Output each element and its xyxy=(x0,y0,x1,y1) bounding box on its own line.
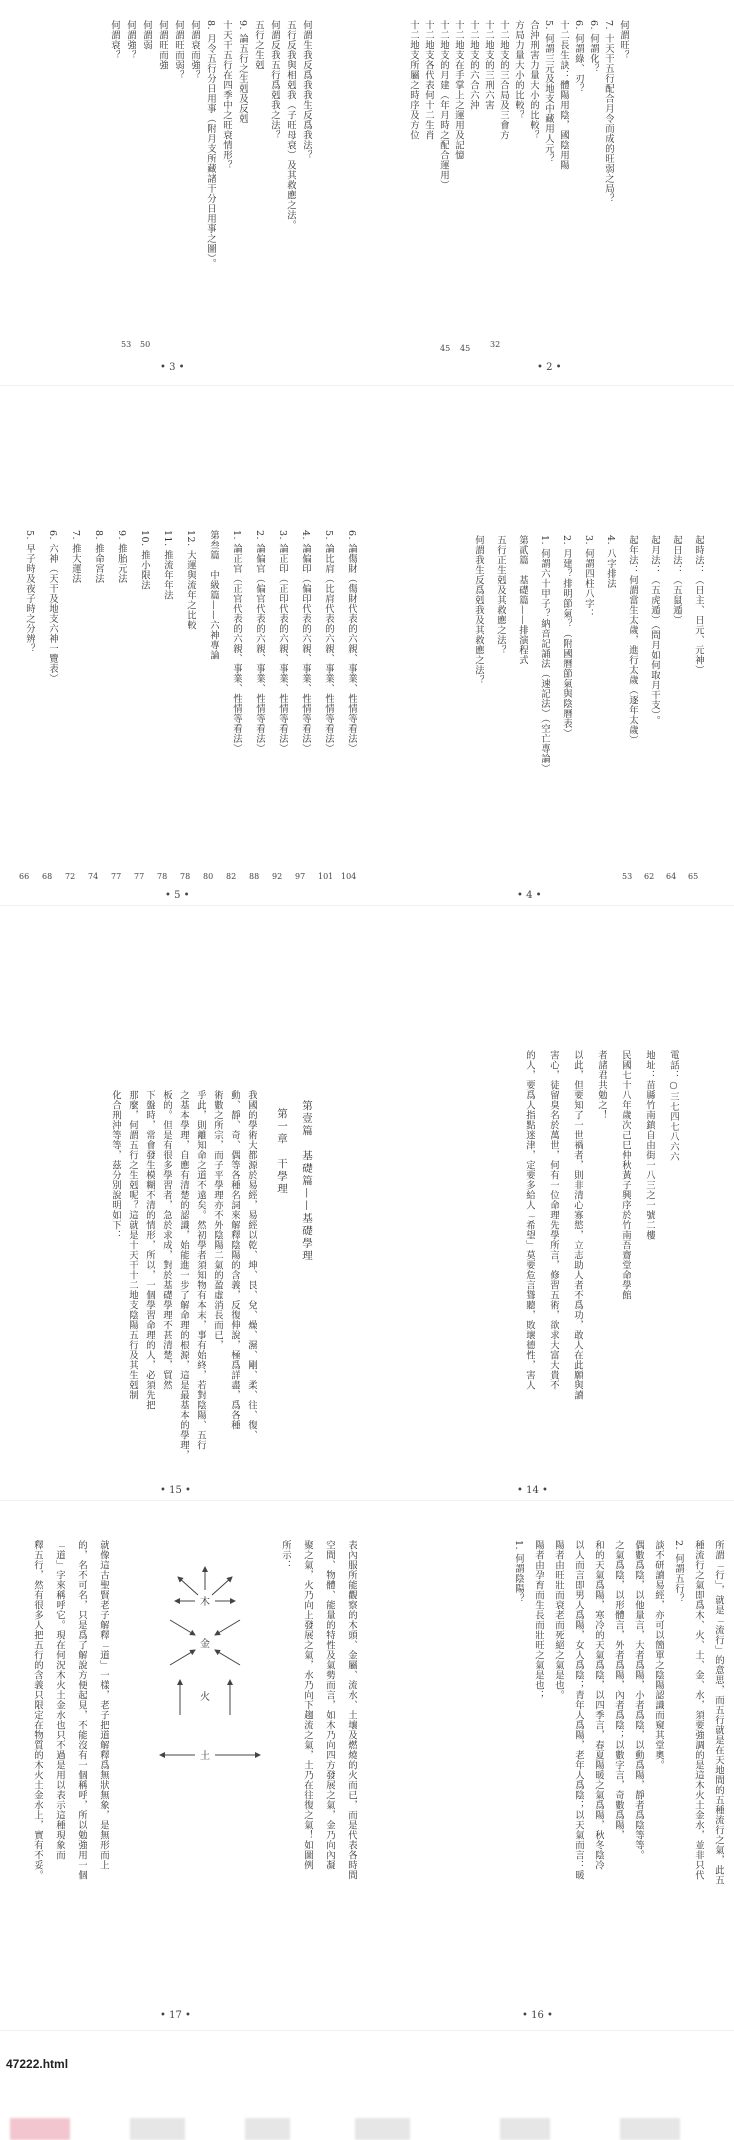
text-column: 下盤時，常會發生模糊不清的情形，所以，一個學習命理的人，必須先把 xyxy=(144,1090,155,1410)
text-column: 種流行之氣即爲木、火、土、金、水，須要強調的是這木火土金水，並非只代 xyxy=(693,1540,704,1880)
toc-page-number: 45 xyxy=(460,344,471,353)
text-column: 起月法：（五虎遁）（問月如何取月干支）。 xyxy=(649,535,660,726)
text-column: 何謂旺而弱？ xyxy=(173,20,184,80)
text-column: 12. 大運與流年之比較 xyxy=(185,530,196,631)
text-column: 之基本學理，自應有清楚的認識，始能進一步了解命理的根源，這是最基本的學理， xyxy=(178,1090,189,1460)
text-column: 動、靜、奇、偶等各種名詞來解釋陰陽的含義，反復伸說，極爲詳盡，爲各種 xyxy=(229,1090,240,1430)
thumbnail[interactable] xyxy=(130,2118,185,2140)
text-column: 十二地支所屬之時序及方位 xyxy=(408,20,419,140)
text-column: 10. 推小限法 xyxy=(139,530,150,591)
text-column: 化合刑沖等等，茲分別說明如下： xyxy=(110,1090,121,1240)
page-2 xyxy=(367,0,734,386)
five-elements-diagram xyxy=(150,1565,300,1765)
text-column: 所示： xyxy=(280,1540,291,1570)
text-column: 十二地支的月建（年月時之配合運用） xyxy=(438,20,449,190)
page-number: • 2 • xyxy=(537,362,562,373)
toc-page-number: 77 xyxy=(111,872,122,881)
toc-page-number: 101 xyxy=(318,872,334,881)
diagram-label-metal: 金 xyxy=(200,1639,210,1650)
text-column: 6. 何謂綠、刃？ xyxy=(573,20,584,94)
page-number: • 3 • xyxy=(160,362,185,373)
toc-page-number: 32 xyxy=(490,340,501,349)
text-column: 3. 論正印（正印代表的六親、事業、性情等看法） xyxy=(277,530,288,754)
text-column: 2. 月建？排明節氣？（附國曆節氣與陰曆表） xyxy=(561,535,572,739)
text-column: 7. 推大運法 xyxy=(70,530,81,584)
text-column: 合沖刑害力量大小的比較？ xyxy=(528,20,539,140)
text-column: 5. 早子時及夜子時之分辨？ xyxy=(24,530,35,654)
page-number: • 15 • xyxy=(160,1485,191,1496)
text-column: 2. 何謂五行？ xyxy=(673,1540,684,1604)
toc-page-number: 50 xyxy=(140,340,151,349)
thumbnail[interactable] xyxy=(620,2118,680,2140)
text-column: 民國七十八年歲次己巳仲秋黃子興序於竹南吾齋堂命學館 xyxy=(620,1050,631,1300)
text-column: 十二地支的三刑六害 xyxy=(483,20,494,110)
text-column: 9. 推胎元法 xyxy=(116,530,127,584)
text-column: 以此，但要知了一世禍者，則非清心寡慾，立志助人者不爲功，敢人在此願與讀 xyxy=(572,1050,583,1400)
text-column: 第貳篇 基礎篇——排演程式 xyxy=(517,535,528,665)
text-column: 陽者由旺壯而衰老而死絕之氣是也。 xyxy=(553,1540,564,1700)
text-column: 何謂弱 xyxy=(141,20,152,50)
text-column: 何謂衰而強？ xyxy=(189,20,200,80)
text-column: 五行正生剋及其救應之法？ xyxy=(495,535,506,655)
text-column: 的人，要爲人指點迷津，定要多給人「希望」莫要危言聳聽，敗壞德性，害人 xyxy=(524,1050,535,1390)
text-column: 術數之所宗，而子平學理亦不外陰陽二氣的盈虛消長而已， xyxy=(212,1090,223,1350)
text-column: 板的。但是有很多學習者，急於求成，對於基礎學理不甚清楚，貿然 xyxy=(161,1090,172,1390)
text-column: 6. 論傷財（傷財代表的六親、事業、性情等看法） xyxy=(346,530,357,754)
text-column: 十二長生訣：體陽用陰，國陰用陽 xyxy=(558,20,569,170)
text-column: 表內服所能觀察的木頭、金屬、流水、土壤及燃燒的火而已，而是代表各時間 xyxy=(346,1540,357,1880)
toc-page-number: 92 xyxy=(272,872,283,881)
text-column: 方局力量大小的比較？ xyxy=(513,20,524,120)
text-column: 9. 論五行之生剋及反剋 xyxy=(237,20,248,124)
text-column: 十二地支的六合六沖 xyxy=(468,20,479,110)
diagram-label-earth: 土 xyxy=(200,1751,210,1762)
text-column: 我國的學術大都源於易經，易經以乾、坤、艮、兌、燥、濕、剛、柔、往、復、 xyxy=(246,1090,257,1440)
page-number: • 4 • xyxy=(517,890,542,901)
text-column: 起年法：何謂當生太歲，進行太歲（逐年太歲） xyxy=(627,535,638,745)
text-column: 那麼，何謂五行之生剋呢？這就是十天干十二地支陰陽五行及其生剋制 xyxy=(127,1090,138,1400)
page-4 xyxy=(367,520,734,906)
toc-page-number: 74 xyxy=(88,872,99,881)
thumbnail[interactable] xyxy=(10,2118,70,2140)
page-number: • 5 • xyxy=(165,890,190,901)
page-5 xyxy=(0,520,367,906)
text-column: 害心，徒留臭名於萬世，何有一位命理先學所言，修習五術，欲求大富大貴不 xyxy=(548,1050,559,1390)
toc-page-number: 53 xyxy=(622,872,633,881)
toc-page-number: 97 xyxy=(295,872,306,881)
text-column: 五行反我與相剋我（子旺母衰）及其救應之法。 xyxy=(285,20,296,230)
text-column: 空間、物體、能量的特性及氣勢而言，如木乃向四方發展之氣，金乃向內凝 xyxy=(324,1540,335,1870)
text-column: 何謂我生反爲剋我及其救應之法？ xyxy=(473,535,484,685)
text-column: 5. 何謂三元及地支中藏用人元？ xyxy=(543,20,554,164)
thumbnail[interactable] xyxy=(245,2118,290,2140)
toc-page-number: 78 xyxy=(180,872,191,881)
part-title: 第壹篇 基礎篇——基礎學理 xyxy=(301,1100,313,1263)
text-column: 所謂「行」，就是「流行」的意思，而五行就是在天地間的五種流行之氣，此五 xyxy=(713,1540,724,1886)
toc-page-number: 80 xyxy=(203,872,214,881)
text-column: 何謂衰？ xyxy=(109,20,120,60)
text-column: 五行之生剋 xyxy=(253,20,264,70)
text-column: 11. 推流年年法 xyxy=(162,530,173,601)
text-column: 何謂旺？ xyxy=(618,20,629,60)
text-column: 起日法：（五鼠遁） xyxy=(671,535,682,625)
toc-page-number: 62 xyxy=(644,872,655,881)
text-column: 釋五行，然有很多人把五行的含義只限定在物質的木火土金水上，實有不妥。 xyxy=(32,1540,43,1880)
page-number: • 17 • xyxy=(160,2010,191,2021)
text-column: 何謂旺而強 xyxy=(157,20,168,70)
text-column: 十二地支在手掌上之運用及記憶 xyxy=(453,20,464,160)
text-column: 地址：苗縣竹南鎮自由街一八三之一號二樓 xyxy=(644,1050,655,1240)
text-column: 十天干五行在四季中之旺衰情形？ xyxy=(221,20,232,170)
toc-page-number: 66 xyxy=(19,872,30,881)
diagram-label-fire: 火 xyxy=(200,1692,210,1703)
text-column: 4. 論偏印（偏印代表的六親、事業、性情等看法） xyxy=(300,530,311,754)
text-column: 7. 十天干五行配合月令而成的旺弱之局？ xyxy=(603,20,614,204)
text-column: 談不研讀易經，亦可以簡單之陰陽認識而窺其堂奧。 xyxy=(653,1540,664,1770)
text-column: 1. 論正官（正官代表的六親、事業、性情等看法） xyxy=(231,530,242,754)
toc-page-number: 104 xyxy=(341,872,357,881)
text-column: 8. 月令五行分日用事（附月支所藏諸干分日用事之圖）。 xyxy=(205,20,216,269)
text-column: 4. 八字排法 xyxy=(605,535,616,589)
toc-page-number: 64 xyxy=(666,872,677,881)
text-column: 何謂強？ xyxy=(125,20,136,60)
text-column: 偶數爲陰，以他量言，大者爲陽，小者爲陰，以動爲陽，靜者爲陰等等。 xyxy=(633,1540,644,1860)
diagram-label-wood: 木 xyxy=(200,1597,210,1608)
toc-page-number: 82 xyxy=(226,872,237,881)
page-14 xyxy=(367,1030,734,1501)
text-column: 就像這古聖賢老子解釋「道」一樣，老子把道解釋爲無狀無象，是無形而上 xyxy=(98,1540,109,1870)
page-17 xyxy=(0,1520,367,2031)
text-column: 8. 推命宮法 xyxy=(93,530,104,584)
page-3 xyxy=(0,0,367,386)
text-column: 十二地支的三合局及三會方 xyxy=(498,20,509,140)
toc-page-number: 68 xyxy=(42,872,53,881)
text-column: 的，名不可名，只是爲了解說方便起見，不能沒有一個稱呼，所以勉強用一個 xyxy=(76,1540,87,1880)
toc-page-number: 45 xyxy=(440,344,451,353)
text-column: 2. 論偏官（偏官代表的六親、事業、性情等看法） xyxy=(254,530,265,754)
text-column: 6. 六神（天干及地支六神一覽表） xyxy=(47,530,58,684)
text-column: 1. 何謂六十甲子？納音記誦法（速記法）（空亡專論） xyxy=(539,535,550,774)
text-column: 第叁篇 中級篇——六神專論 xyxy=(208,530,219,660)
page-16 xyxy=(367,1520,734,2031)
text-column: 者諸君共勉之！ xyxy=(596,1050,607,1120)
page-number: • 14 • xyxy=(517,1485,548,1496)
toc-page-number: 65 xyxy=(688,872,699,881)
text-column: 起時法：（日主、日元、元神） xyxy=(693,535,704,675)
text-column: 5. 論比肩（比肩代表的六親、事業、性情等看法） xyxy=(323,530,334,754)
text-column: 1. 何謂陰陽？ xyxy=(513,1540,524,1604)
text-column: 之氣爲陰，以形體言，外者爲陽，內者爲陰；以數字言，奇數爲陽， xyxy=(613,1540,624,1840)
thumbnail[interactable] xyxy=(355,2118,410,2140)
text-column: 6. 何謂化？ xyxy=(588,20,599,74)
text-column: 3. 何謂四柱八字： xyxy=(583,535,594,619)
toc-page-number: 78 xyxy=(157,872,168,881)
thumbnail[interactable] xyxy=(500,2118,550,2140)
toc-page-number: 88 xyxy=(249,872,260,881)
toc-page-number: 77 xyxy=(134,872,145,881)
toc-page-number: 53 xyxy=(121,340,132,349)
text-column: 何謂生我反爲我我生反爲我法？ xyxy=(301,20,312,160)
page-15 xyxy=(0,1030,367,1501)
toc-page-number: 72 xyxy=(65,872,76,881)
text-column: 以人而言即男人爲陽，女人爲陰；青年人爲陽，老年人爲陰；以天氣而言：暖 xyxy=(573,1540,584,1880)
text-column: 聚之氣，火乃向上發展之氣，水乃向下趨流之氣，土乃在往復之氣！如圖例 xyxy=(302,1540,313,1870)
text-column: 「道」字來稱呼它。現在何況木火土金水也只不過是用以表示這種現象而 xyxy=(54,1540,65,1860)
chapter-title: 第一章 干學理 xyxy=(276,1108,288,1196)
text-column: 和的天氣爲陽，寒冷的天氣爲陰，以四季言，春夏陽暖之氣爲陽，秋冬陰冷 xyxy=(593,1540,604,1870)
text-column: 陽者由孕育而生長而壯旺之氣是也； xyxy=(533,1540,544,1700)
text-column: 乎此，則離知命之道不遠矣。然初學者須知物有本末，事有始終，若對陰陽、五行 xyxy=(195,1090,206,1450)
file-name: 47222.html xyxy=(6,2057,69,2071)
page-number: • 16 • xyxy=(522,2010,553,2021)
text-column: 何謂反我五行爲剋我之法？ xyxy=(269,20,280,140)
text-column: 電話：○三七四七八六六 xyxy=(668,1050,679,1162)
text-column: 十二地支各代表何十二生肖 xyxy=(423,20,434,140)
